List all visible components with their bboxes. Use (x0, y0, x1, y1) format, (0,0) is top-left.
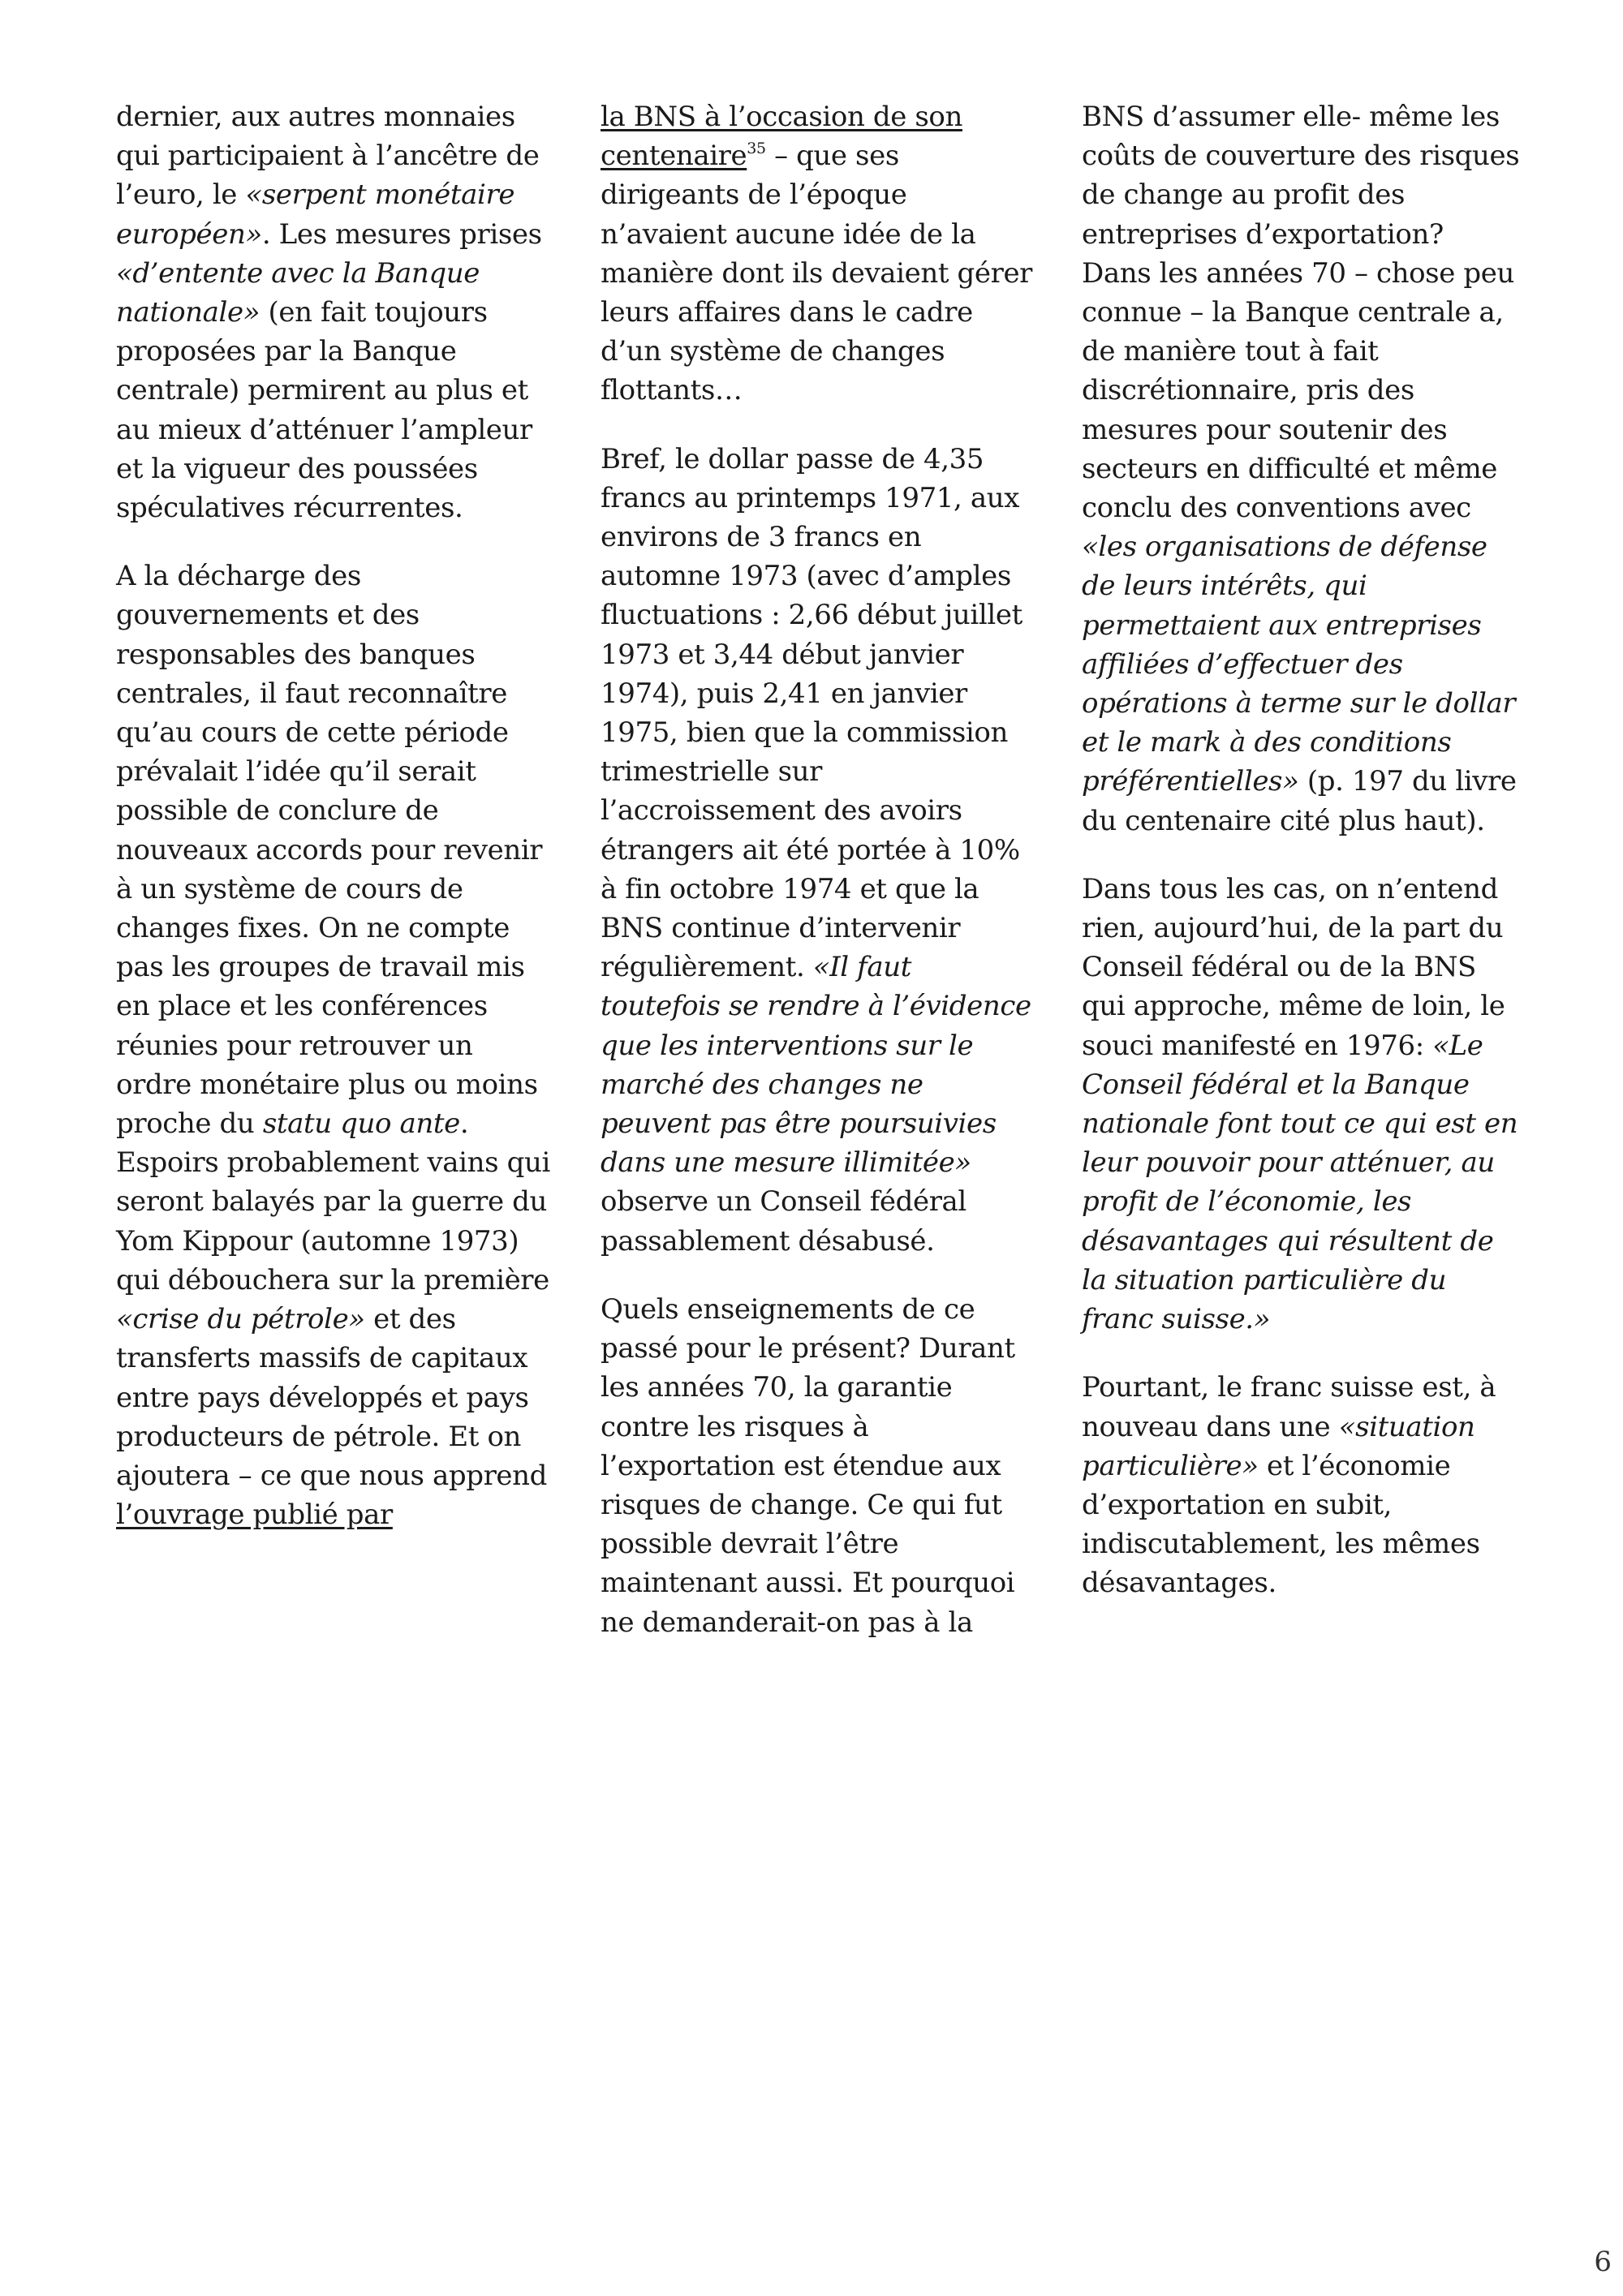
text-column-2 (601, 97, 1039, 1642)
paragraph (1082, 97, 1520, 841)
quoted-text: «serpent monétaire européen» (116, 178, 515, 251)
quoted-text: «situation particulière» (1082, 1410, 1475, 1482)
quoted-text: «les organisations de défense de leurs intérêts, qui permettaient aux entreprises affiliées d’effectuer des opérations à terme sur le dollar et le mark à des conditions préférentielles» (1082, 531, 1516, 798)
text-run: Quels enseignements de ce passé pour le présent? Durant les années 70, la garantie contre les risques à l’exportation est étendue aux risques de change. Ce qui fut possible devrait l’être maintenant aussi. Et pourquoi ne demanderait-on pas à la (601, 1292, 1015, 1639)
quoted-text: «d’entente avec la Banque nationale» (116, 256, 480, 329)
text-run: et l’économie d’exportation en subit, indiscutablement, les mêmes désavantages. (1082, 1449, 1480, 1600)
text-run: Pourtant, le franc suisse est, à nouveau dans une (1082, 1371, 1496, 1443)
paragraph (1082, 1368, 1520, 1602)
text-run: . Les mesures prises (261, 217, 542, 251)
text-run: A la décharge des gouvernements et des responsables des banques centrales, il faut reconnaître qu’au cours de cette période prévalait l’idée qu’il serait possible de conclure de nouveaux accords pour revenir à un système de cours de changes fixes. On ne compte pas les groupes de travail mis en place et les conférences réunies pour retrouver un ordre monétaire plus ou moins proche du (116, 560, 543, 1141)
paragraph (601, 97, 1039, 411)
quoted-text: «crise du pétrole» (116, 1303, 365, 1336)
paragraph (601, 1290, 1039, 1642)
text-run: observe un Conseil fédéral passablement désabusé. (601, 1185, 966, 1258)
quoted-text: «Le Conseil fédéral et la Banque nationale font tout ce qui est en leur pouvoir pour atténuer, au profit de l’économie, les désavantages qui résultent de la situation particulière du franc suisse.» (1082, 1029, 1518, 1336)
reference-link[interactable]: l’ouvrage publié par (116, 1498, 393, 1532)
reference-link[interactable]: la BNS à l’occasion de son centenaire (601, 101, 962, 173)
text-run: (p. 197 du livre du centenaire cité plus haut). (1082, 765, 1517, 837)
quoted-text: «Il faut toutefois se rendre à l’évidence que les interventions sur le marché des changes ne peuvent pas être poursuivies dans une mesure illimitée» (601, 951, 1031, 1180)
text-run: dernier, aux autres monnaies qui participaient à l’ancêtre de l’euro, le (116, 101, 540, 212)
text-run: Bref, le dollar passe de 4,35 francs au printemps 1971, aux environs de 3 francs en automne 1973 (avec d’amples fluctuations : 2,66 début juillet 1973 et 3,44 début janvier 1974), puis 2,41 en janvier 1975, bien que la commission trimestrielle sur l’accroissement des avoirs étrangers ait été portée à 10% à fin octobre 1974 et que la BNS continue d’intervenir régulièrement. (601, 442, 1022, 984)
paragraph (116, 97, 554, 527)
paragraph (116, 557, 554, 1534)
text-column-1 (116, 97, 554, 1534)
text-run: et des transferts massifs de capitaux entre pays développés et pays producteurs de pétrole. Et on ajoutera – ce que nous apprend (116, 1303, 548, 1492)
paragraph (601, 440, 1039, 1261)
quoted-text: statu quo ante (262, 1107, 460, 1141)
paragraph (1082, 870, 1520, 1339)
text-run: – que ses dirigeants de l’époque n’avaient aucune idée de la manière dont ils devaient gérer leurs affaires dans le cadre d’un système de changes flottants… (601, 140, 1033, 407)
text-run: BNS d’assumer elle- même les coûts de couverture des risques de change au profit des entreprises d’exportation? Dans les années 70 – chose peu connue – la Banque centrale a, de manière tout à fait discrétionnaire, pris des mesures pour soutenir des secteurs en difficulté et même conclu des conventions avec (1082, 101, 1520, 525)
text-run: . Espoirs probablement vains qui seront balayés par la guerre du Yom Kippour (automne 1973) qui débouchera sur la première (116, 1107, 550, 1296)
text-column-3 (1082, 97, 1520, 1603)
page-number: 6 (1594, 2246, 1612, 2278)
footnote-ref[interactable]: 35 (747, 140, 766, 158)
text-run: Dans tous les cas, on n’entend rien, aujourd’hui, de la part du Conseil fédéral ou de la BNS qui approche, même de loin, le souci manifesté en 1976: (1082, 872, 1505, 1062)
text-run: (en fait toujours proposées par la Banque centrale) permirent au plus et au mieux d’atténuer l’ampleur et la vigueur des poussées spéculatives récurrentes. (116, 296, 532, 525)
